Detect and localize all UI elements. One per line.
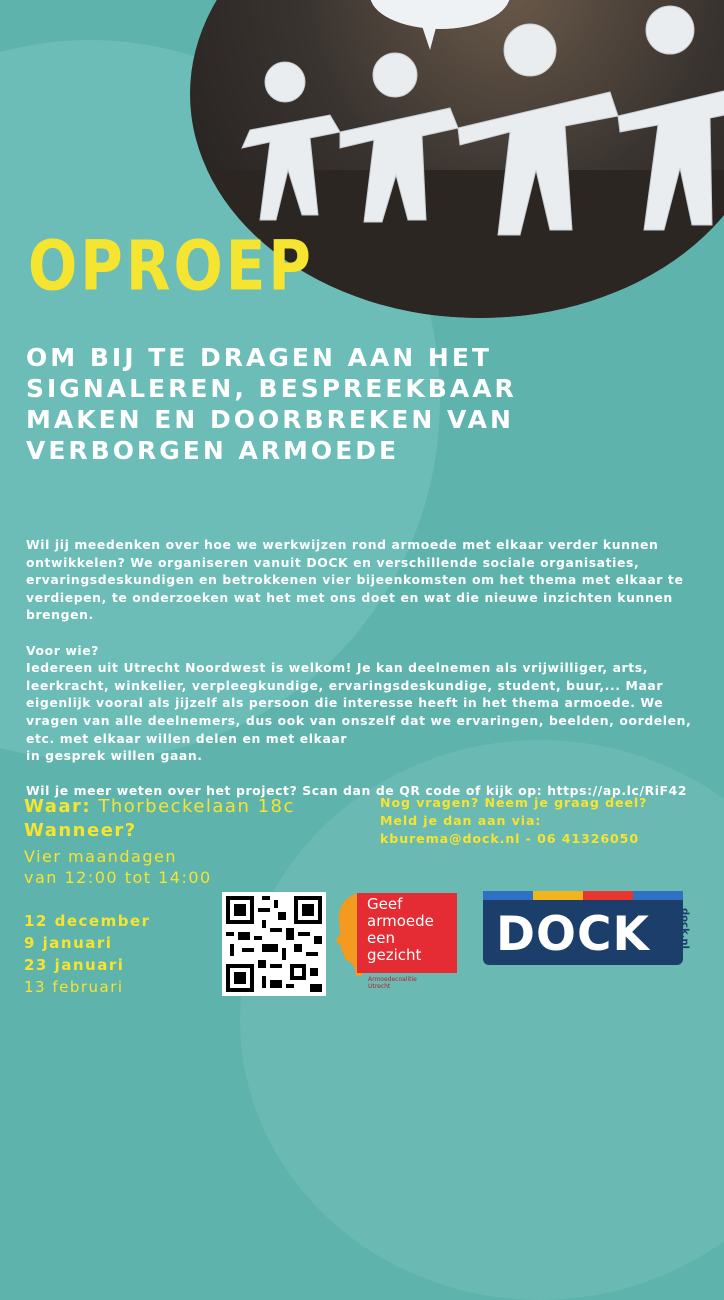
dock-logo-box bbox=[483, 900, 683, 965]
qr-code[interactable] bbox=[222, 892, 326, 996]
geef-logo-text bbox=[367, 896, 434, 964]
geef-sub-line: Utrecht bbox=[368, 983, 391, 990]
date-item: 13 februari bbox=[24, 978, 124, 996]
date-item: 23 januari bbox=[24, 956, 125, 974]
geef-line: gezicht bbox=[367, 946, 422, 964]
geef-line: armoede bbox=[367, 912, 434, 930]
where-label: Waar: bbox=[24, 796, 92, 817]
dock-logo bbox=[483, 891, 683, 965]
location-line bbox=[24, 794, 295, 820]
contact-signup: Meld je dan aan via: bbox=[380, 813, 542, 828]
who-heading: Voor wie? bbox=[26, 642, 100, 658]
geef-sub-line: Armoedecoalitie bbox=[368, 976, 417, 983]
who-section bbox=[26, 642, 706, 765]
when-label: Wanneer? bbox=[24, 820, 137, 841]
geef-logo-subtitle bbox=[368, 976, 417, 990]
page-subtitle: OM BIJ TE DRAGEN AAN HET SIGNALEREN, BESPREEKBAAR MAKEN EN DOORBREKEN VAN VERBORGEN ARMOEDE bbox=[26, 343, 517, 465]
contact-details[interactable]: kburema@dock.nl - 06 41326050 bbox=[380, 831, 640, 846]
dock-wordmark: DOCK bbox=[496, 907, 650, 962]
body-text bbox=[26, 536, 706, 818]
page-title: OPROEP bbox=[28, 226, 314, 307]
when-time: van 12:00 tot 14:00 bbox=[24, 868, 212, 887]
when-days: Vier maandagen bbox=[24, 847, 177, 866]
geef-line: een bbox=[367, 929, 395, 947]
date-item: 9 januari bbox=[24, 934, 113, 952]
dock-color-stripes bbox=[483, 891, 683, 900]
where-value: Thorbeckelaan 18c bbox=[98, 796, 295, 817]
intro-paragraph: Wil jij meedenken over hoe we werkwijzen rond armoede met elkaar verder kunnen ontwikkelen? We organiseren vanuit DOCK en verschillende sociale organisaties, ervaringsdeskundigen en betrokkenen vier bijeenkomsten om het thema met elkaar te verdiepen, te onderzoeken wat het met ons doet en wat die nieuwe inzichten kunnen brengen. bbox=[26, 537, 684, 623]
date-list bbox=[24, 910, 151, 998]
contact-info bbox=[380, 794, 647, 848]
geef-line: Geef bbox=[367, 895, 403, 913]
contact-question: Nog vragen? Neem je graag deel? bbox=[380, 795, 648, 810]
geef-armoede-logo bbox=[334, 890, 460, 990]
who-text: Iedereen uit Utrecht Noordwest is welkom! Je kan deelnemen als vrijwilliger, arts, leerkracht, winkelier, verpleegkundige, ervaringsdeskundige, student, buur,... Maar eigenlijk vooral als jijzelf als persoon die interesse heeft in het thema armoede. We vragen van alle deelnemers, dus ook van onszelf dat we ervaringen, beelden, oordelen, etc. met elkaar willen delen en met elkaar in gesprek willen gaan. bbox=[26, 660, 692, 764]
date-item: 12 december bbox=[24, 912, 151, 930]
dock-url[interactable]: dock.nl bbox=[679, 908, 690, 949]
more-info-paragraph: Wil je meer weten over het project? Scan dan de QR code of kijk op: https://ap.lc/RiF42 bbox=[26, 783, 688, 799]
when-block bbox=[24, 846, 212, 888]
